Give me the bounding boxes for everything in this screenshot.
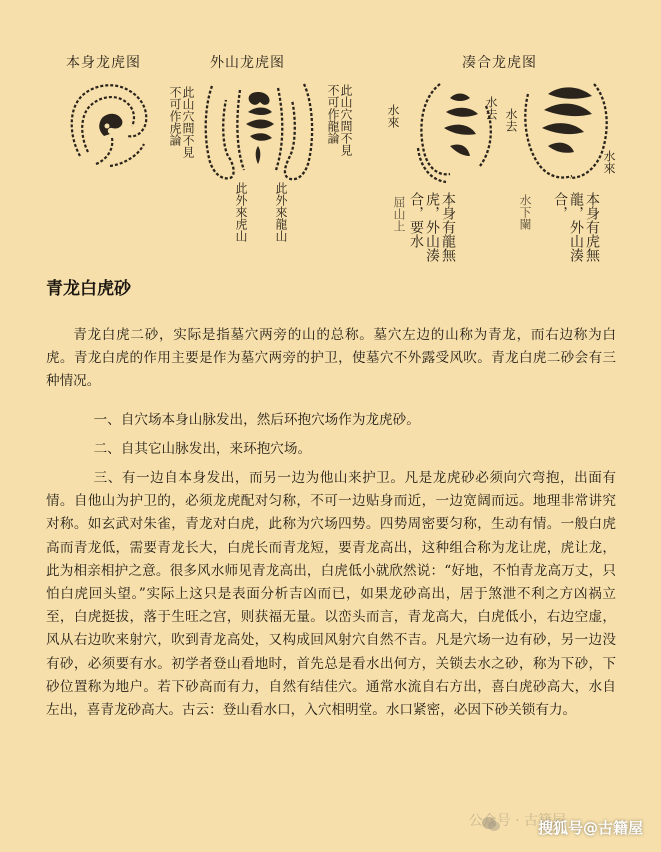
list-item-1: 一、自穴场本身山脉发出，然后环抱穴场作为龙虎砂。 bbox=[93, 412, 420, 428]
figure-3-water-out: 水去 bbox=[484, 96, 498, 120]
section-heading: 青龙白虎砂 bbox=[46, 279, 131, 299]
figure-2-diagram bbox=[196, 78, 322, 190]
figure-3-right-note-mirror: 水下闌 bbox=[518, 194, 532, 230]
figure-1-title: 本身龙虎图 bbox=[66, 55, 141, 71]
figure-3-left-note-mirror: 屈山上 bbox=[392, 196, 406, 232]
figure-3-water-in-right: 水來 bbox=[602, 150, 616, 174]
sohu-watermark: 搜狐号@古籍屋 bbox=[537, 819, 643, 837]
figure-3-title: 凑合龙虎图 bbox=[462, 55, 537, 71]
figure-1-diagram bbox=[66, 78, 156, 168]
figure-3-right-note: 本身有虎無龍，外山湊合， bbox=[552, 192, 600, 262]
list-item-3: 三、有一边自本身发出，而另一边为他山来护卫。凡是龙虎砂必须向穴弯抱，出面有情。自他山为护卫的，必须龙虎配对匀称，不可一边贴身而近，一边宽阔而远。地理非常讲究对称。如玄武对朱雀，青龙对白虎，此称为穴场四势。四势周密要匀称，生动有情。一般白虎高而青龙低，需要青龙长大，白虎长而青龙短，要青龙高出，这种组合称为龙让虎，虎让龙，此为相亲相护之意。很多风水师见青龙高出，白虎低小就欣然说：“好地，不怕青龙高万丈，只怕白虎回头望。”实际上这只是表面分析吉凶而已，如果龙砂高出，居于煞泄不利之方凶祸立至，白虎挺拔，落于生旺之宫，则获福无量。以峦头而言，青龙高大，白虎低小，右边空虚，风从右边吹来射穴，吹到青龙高处，又构成回风射穴自然不吉。凡是穴场一边有砂，另一边没有砂，必须要有水。初学者登山看地时，首先总是看水出何方，关锁去水之砂，称为下砂，下砂位置称为地户。若下砂高而有力，自然有结佳穴。通常水流自右方出，喜白虎砂高大，水自左出，喜青龙砂高大。古云：登山看水口，入穴相明堂。水口紧密，必因下砂关锁有力。 bbox=[46, 470, 616, 719]
figure-3-right-diagram bbox=[518, 74, 614, 184]
figure-2-left-note: 此山穴間不見不可作虎論 bbox=[168, 86, 195, 158]
faint-watermark: 公众号 · 古籍屋 bbox=[468, 813, 566, 829]
figure-3-water-out-2: 水去 bbox=[504, 108, 518, 132]
figure-2-title: 外山龙虎图 bbox=[210, 55, 285, 71]
figure-3-left-note: 本身有龍無虎，外山湊合，要水 bbox=[408, 192, 456, 262]
list-item-2: 二、自其它山脉发出，来环抱穴场。 bbox=[93, 441, 312, 457]
figure-2-right-note: 此山穴間不見不可作龍論 bbox=[326, 84, 353, 156]
figure-2-bottom-right-label: 此外來龍山 bbox=[274, 182, 288, 242]
figure-3-water-in-left: 水來 bbox=[386, 104, 400, 128]
intro-paragraph: 青龙白虎二砂，实际是指墓穴两旁的山的总称。墓穴左边的山称为青龙，而右边称为白虎。青龙白虎的作用主要是作为墓穴两旁的护卫，使墓穴不外露受风吹。青龙白虎二砂会有三种情况。 bbox=[46, 327, 616, 390]
figure-2-bottom-left-label: 此外來虎山 bbox=[234, 182, 248, 242]
